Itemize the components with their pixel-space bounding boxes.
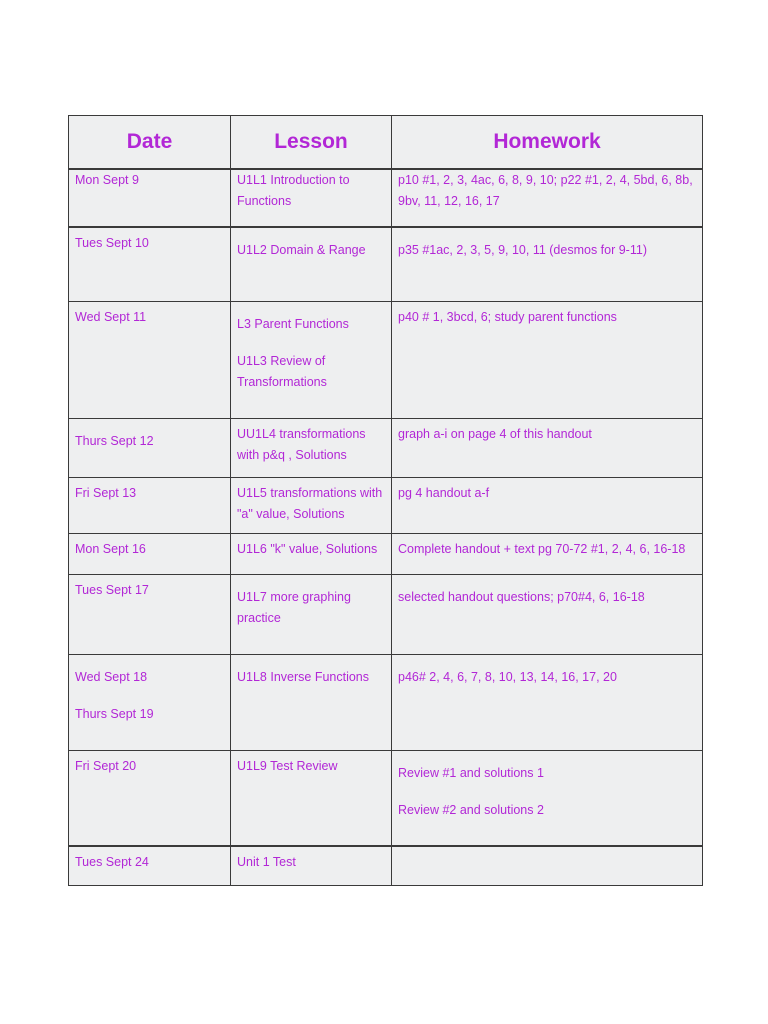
date-text: Tues Sept 24 (75, 855, 149, 869)
homework-text: p40 # 1, 3bcd, 6; study parent functions (398, 309, 617, 324)
date-cell (69, 846, 231, 885)
homework-cell (392, 169, 703, 227)
homework-header: Homework (392, 116, 703, 170)
date-text: Tues Sept 17 (75, 582, 149, 597)
lesson-header: Lesson (231, 116, 392, 170)
lesson-cell[interactable] (231, 574, 392, 654)
date-text: Mon Sept 16 (75, 541, 146, 556)
homework-cell (392, 574, 703, 654)
date-text: Thurs Sept 19 (75, 706, 154, 721)
homework-cell (392, 227, 703, 301)
table-row (69, 654, 703, 750)
lesson-cell[interactable] (231, 418, 392, 477)
date-header: Date (69, 116, 231, 170)
homework-cell (392, 477, 703, 533)
lesson-cell[interactable] (231, 227, 392, 301)
date-cell (69, 418, 231, 477)
lesson-link[interactable]: U1L8 Inverse Functions (237, 669, 370, 684)
date-text: Wed Sept 18 (75, 669, 148, 684)
homework-cell (392, 750, 703, 846)
lesson-link[interactable]: UU1L4 transformations with p&q , Solutions (237, 426, 366, 462)
table-row (69, 418, 703, 477)
lesson-cell[interactable] (231, 301, 392, 418)
date-cell (69, 227, 231, 301)
homework-link[interactable]: Review #1 and solutions 1 (398, 765, 544, 780)
date-text: Fri Sept 13 (75, 485, 137, 500)
lesson-link[interactable]: U1L5 transformations with "a" value, Solutions (237, 485, 383, 521)
lesson-link[interactable]: U1L1 Introduction to Functions (237, 173, 350, 208)
lesson-cell[interactable] (231, 846, 392, 885)
date-cell (69, 654, 231, 750)
date-text: Wed Sept 11 (75, 309, 147, 324)
lesson-cell[interactable] (231, 750, 392, 846)
date-text: Mon Sept 9 (75, 173, 139, 187)
homework-cell (392, 418, 703, 477)
lesson-cell[interactable] (231, 477, 392, 533)
homework-cell (392, 846, 703, 885)
date-cell (69, 301, 231, 418)
lesson-cell[interactable] (231, 533, 392, 574)
table-row (69, 846, 703, 885)
lesson-cell[interactable] (231, 169, 392, 227)
homework-text: p46# 2, 4, 6, 7, 8, 10, 13, 14, 16, 17, 20 (398, 669, 617, 684)
date-text: Fri Sept 20 (75, 758, 137, 773)
homework-cell (392, 301, 703, 418)
table-row (69, 574, 703, 654)
lesson-link[interactable]: U1L3 Review of Transformations (237, 353, 327, 389)
schedule-table (68, 115, 703, 886)
lesson-link[interactable]: U1L7 more graphing practice (237, 589, 351, 625)
date-cell (69, 750, 231, 846)
header-row (69, 116, 703, 170)
homework-link[interactable]: pg 4 handout a-f (398, 485, 490, 500)
homework-link[interactable]: Review #2 and solutions 2 (398, 802, 544, 817)
lesson-link[interactable]: Unit 1 Test (237, 855, 296, 869)
lesson-cell[interactable] (231, 654, 392, 750)
date-cell (69, 533, 231, 574)
date-cell (69, 574, 231, 654)
homework-link[interactable]: graph a-i on page 4 of this handout (398, 426, 592, 441)
date-cell (69, 169, 231, 227)
table-row (69, 301, 703, 418)
homework-cell (392, 654, 703, 750)
table-row (69, 533, 703, 574)
table-row (69, 227, 703, 301)
table-row (69, 750, 703, 846)
date-cell (69, 477, 231, 533)
lesson-link[interactable]: U1L6 "k" value, Solutions (237, 541, 378, 556)
homework-cell (392, 533, 703, 574)
lesson-link[interactable]: U1L9 Test Review (237, 758, 338, 773)
homework-text: p35 #1ac, 2, 3, 5, 9, 10, 11 (desmos for 9-11) (398, 243, 647, 257)
lesson-link[interactable]: L3 Parent Functions (237, 316, 349, 331)
homework-text: selected handout questions; p70#4, 6, 16-18 (398, 589, 645, 604)
date-text: Thurs Sept 12 (75, 433, 154, 448)
homework-text: Complete handout + text pg 70-72 #1, 2, 4, 6, 16-18 (398, 541, 686, 556)
homework-text: p10 #1, 2, 3, 4ac, 6, 8, 9, 10; p22 #1, 2, 4, 5bd, 6, 8b, 9bv, 11, 12, 16, 17 (398, 173, 693, 208)
lesson-link[interactable]: U1L2 Domain & Range (237, 243, 366, 257)
table-row (69, 169, 703, 227)
date-text: Tues Sept 10 (75, 236, 149, 250)
table-row (69, 477, 703, 533)
